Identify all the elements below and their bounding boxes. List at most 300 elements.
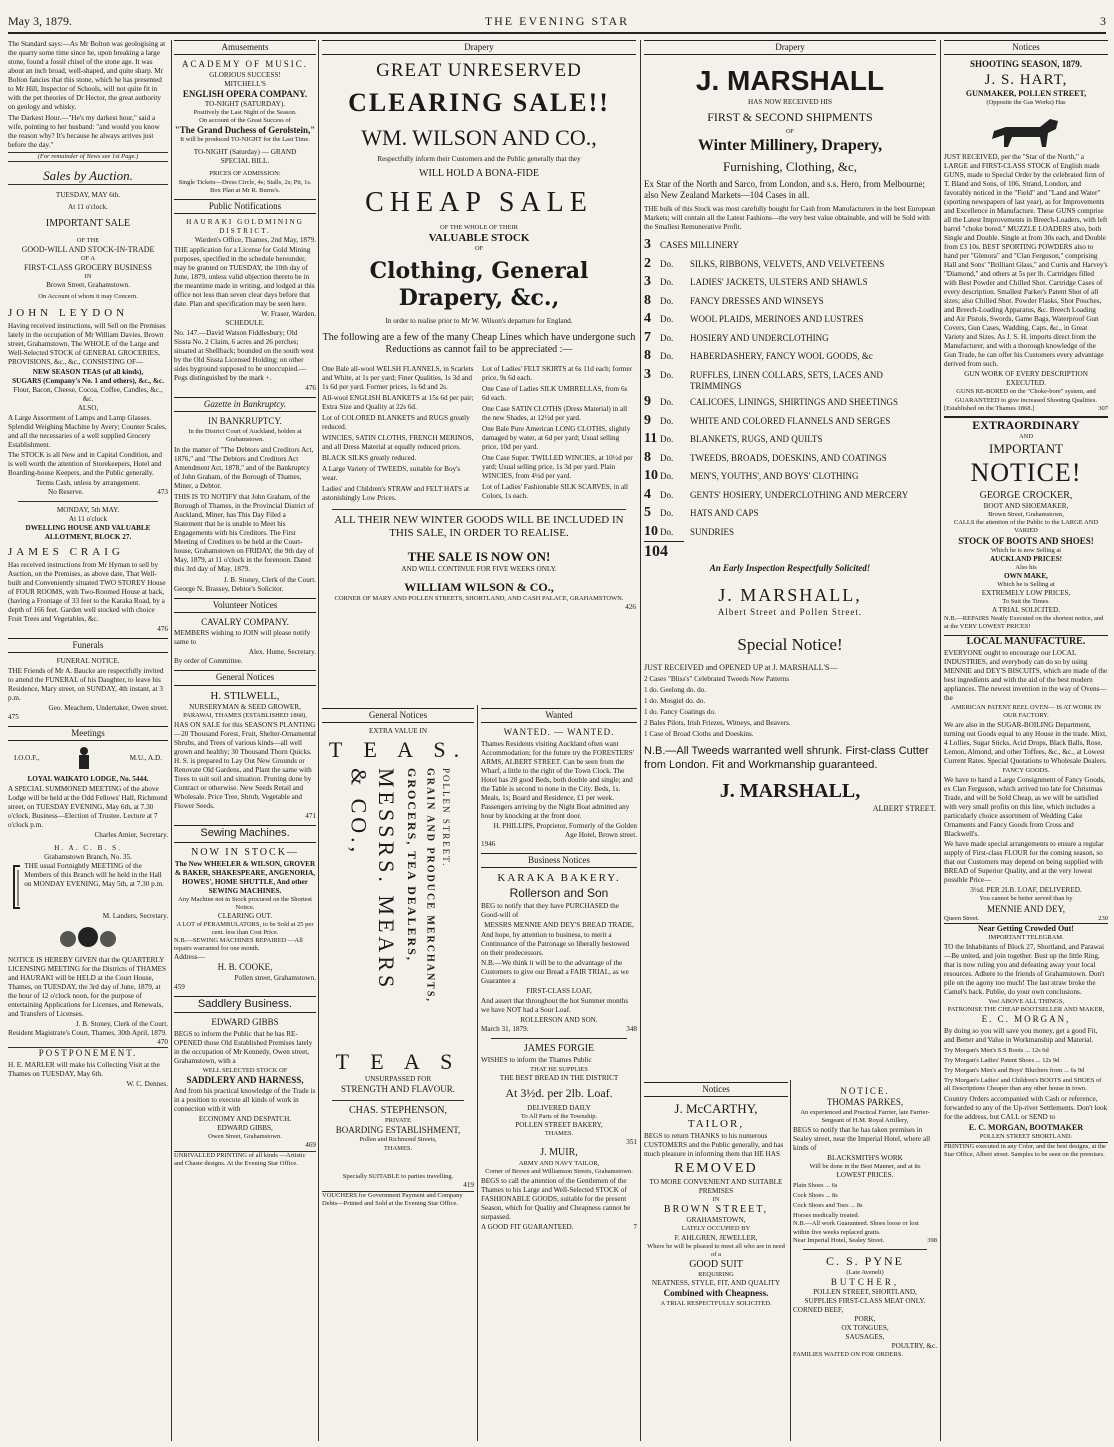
case-unit: Do. [660,314,674,325]
price-list-item: Lot of Ladies' Fashionable SILK SCARVES, in all Colors, 1s each. [482,482,629,500]
text: THAMES. [383,1144,413,1152]
text: REQUIRING [698,1271,734,1279]
text: A Large Assortment of Lamps and Lamp Glasses. Splendid Weighing Machine by Avery; Counter Scales, and all the necessaries of a well supplied Grocery Establishment. [8,414,167,450]
text: STRENGTH AND FLAVOUR. [340,1084,456,1095]
text: At 3½d. per 2lb. Loaf. [505,1086,613,1101]
text: TO-NIGHT (SATURDAY). [204,99,286,108]
headline: THE SALE IS NOW ON! [407,549,551,564]
text: POLLEN STREET BAKERY, [515,1121,603,1130]
headline: Clothing, General Drapery, &c., [369,257,589,311]
text: DELIVERED DAILY [527,1104,591,1113]
ad-number: 351 [626,1138,637,1147]
text: PRIVATE [385,1117,411,1124]
text: BROWN STREET, [663,1203,769,1215]
text: Where he will be pleased to meet all who are in need of a [647,1242,785,1258]
price-list-item: All-wool ENGLISH BLANKETS at 15s 6d per pair; Extra Size and Quality at 22s 6d. [322,393,474,411]
text: UNSURPASSED FOR [364,1075,432,1084]
text: H. STILWELL, [210,689,280,702]
hunting-dog-icon [986,109,1066,151]
case-description: GENTS' HOSIERY, UNDERCLOTHING AND MERCERY [690,489,909,500]
text: UNRIVALLED PRINTING of all kinds —Artistic and Chaste designs. At the Evening Star Office. [174,1151,316,1168]
wilson-drapery-ad [322,40,636,702]
text: BUTCHER, [830,1276,900,1287]
text: THE bulk of this Stock was most carefully bought for Cash from Manufacturers in the best European Markets; will contain all the Latest Fashions—the very best value obtainable, and will be Sold with the Smallest Remunerative Profit. [644,205,936,232]
case-quantity: 4 [644,311,651,327]
ad-number: 426 [625,603,636,612]
page-number: 3 [1100,14,1106,28]
text: FIRST-CLASS GROCERY BUSINESS [24,263,152,273]
text: Pollen street, Grahamstown. [234,973,316,982]
text: Will be done in the Best Manner, and at its [809,1162,921,1170]
text: OF [474,245,484,253]
case-unit: Do. [660,471,674,482]
text: IN BANKRUPTCY. [208,416,282,427]
text: A LOT of PERAMBULATORS, to be Sold at 25 per cent. less than Cost Price. [176,920,314,936]
headline: IMPORTANT [988,440,1063,456]
case-quantity: 7 [644,329,651,345]
text: PRINTING executed in any Color, and the best designs, at the Star Office, Albert street. Samples to be seen on the premises. [944,1142,1108,1159]
arrival-item: 1 do. Geelong do. do. [644,686,707,695]
text: You cannot be better served than by [979,895,1073,903]
morgan-price: Try Morgan's Ladies' Patent Shoes ... 12s 9d [944,1056,1060,1064]
price-list-item: A Large Variety of TWEEDS, suitable for Boy's wear. [322,464,461,482]
case-quantity: 3 [644,237,651,253]
text: In order to realise prior to Mr W. Wilson's departure for England. [385,316,573,325]
text: Respectfully inform their Customers and the Public generally that they [377,155,581,163]
section-header-drapery: Drapery [322,40,636,55]
text: WISHES to inform the Thames Public [481,1056,592,1064]
text: And from his practical knowledge of the Trade is in a position to execute all kinds of work in connection with it with [174,1087,316,1113]
text: Specially SUITABLE to parties travelling. [342,1172,454,1180]
section-header-business: Business Notices [481,853,637,868]
text: On account of the Great Success of [199,116,291,124]
text: No Reserve. [48,488,84,497]
text: CAVALRY COMPANY. [201,617,289,627]
morgan-price: Try Morgan's Men's S.S Boots ... 12s 6d [944,1046,1049,1054]
ad-number: 475 [8,713,19,722]
shoe-prices [793,1182,937,1210]
text: AUCKLAND PRICES! [989,554,1063,563]
text: Which he is Selling at [997,581,1055,588]
remainder-note: (For remainder of News see 1st Page.) [8,152,168,162]
text: VALUABLE STOCK [428,231,530,244]
text: MESSRS MENNIE AND DEY'S BREAD TRADE, [484,920,634,929]
headline: CHEAP SALE [365,186,593,218]
section-header-drapery: Drapery [644,40,936,55]
text: M.U., A.D. [129,753,162,762]
text: OF THE [76,236,100,244]
text: We have to hand a Large Consignment of Fancy Goods, ex Clan Ferguson, which arrived too late for Christmas Trade, and will be Sold Cheap, as we will be satisfied with very small profits on this line, which includes a particularly choice assortment of Wedding Cake Ornaments and Fancy Goods from Cross and Blackwell's. [944,776,1105,839]
text: BOOT AND SHOEMAKER, [983,502,1069,511]
lodge-emblem-icon [73,745,95,771]
text: POLLEN STREET, SHORTLAND, [813,1288,917,1297]
case-description: WHITE AND COLORED FLANNELS AND SERGES [690,415,891,426]
text: Country Orders accompanied with Cash or reference, forwarded to any of the Up-river Settlements. Don't look for the address, but CALL or SEND to [944,1095,1108,1122]
text: SCHEDULE. [225,319,265,327]
case-description: MILLINERY [690,240,739,251]
text: NURSERYMAN & SEED GROWER, [189,703,301,712]
case-row [644,449,936,467]
text: BEGS to notify that he has taken premises in Sealey street, near the Imperial Hotel, where all kinds of [793,1125,931,1152]
text: Also his [1015,563,1037,571]
text: JAMES FORGIE [523,1042,595,1054]
text: EXTRA VALUE IN [368,727,428,736]
price-list-item: Lot of COLORED BLANKETS and RUGS greatly reduced. [322,413,470,431]
text: Brown Street, Grahamstown. [46,281,130,290]
text: GUNS RE-BORED on the "Choke-bore" system, and GUARANTEED to give increased Shooting Qualities. [955,388,1097,404]
text: ALSO, [77,404,99,413]
text: Address— [174,953,205,962]
text: FAMILIES WAITED ON FOR ORDERS. [793,1351,904,1359]
text: ALBERT STREET. [872,803,936,813]
text: Albert Street and Pollen Street. [717,606,863,617]
headline: MESSRS. MEARS & CO., [346,767,400,991]
text: PARAWAI, THAMES (ESTABLISHED 1868), [183,712,307,720]
ad-number: 473 [157,488,168,497]
text: IMPORTANT TELEGRAM. [988,933,1064,941]
section-header-gazette: Gazette in Bankruptcy. [174,397,316,412]
text: GLORIOUS SUCCESS! [209,70,281,79]
text: ACADEMY OF MUSIC. [182,59,308,70]
case-quantity: 8 [644,292,651,308]
harp-icon [8,862,20,912]
text: BOARDING ESTABLISHMENT, [335,1125,461,1136]
case-row [644,486,936,504]
text: BEGS to return THANKS to his numerous CUSTOMERS and the Public generally, and has much pleasure in informing them that HE HAS [644,1132,784,1159]
case-description: WOOL PLAIDS, MERINOES AND LUSTRES [690,314,864,325]
text: No. 147.—David Watson Fiddlesbury; Old Sissta No. 2 Claim, 6 acres and 26 perches; situated at Shellback; bounded on the south west by the Old Sissta Licensed Holding; on other sides byground supposed to be unoccupied.—Pegs distinguished by the mark +. [174,329,314,382]
text: MENNIE AND DEY, [986,903,1066,914]
marshall-drapery-ad [644,40,936,1075]
case-unit: Do. [660,452,674,463]
case-row [644,236,936,254]
text: A TRIAL SOLICITED. [991,606,1061,615]
text: Has received instructions from Mr Hyman to sell by Auction, on the Premises, as above date, That Well-built and Conveniently situated TWO STOREY House of FOUR ROOMS, with Two-Roomed House at back, (having a Frontage of 33 feet to the Karaka Road, by a depth of 166 feet. Garden well stocked with choice Fruit Trees and Vegetables, &c. [8,560,166,623]
case-description: RUFFLES, LINEN COLLARS, SETS, LACES AND TRIMMINGS [689,369,883,391]
headline: LOCAL MANUFACTURE. [944,635,1108,649]
text: And hope, by attention to business, to merit a Continuance of the Patronage so liberally bestowed on their predecessors. [481,930,630,957]
text: TO-NIGHT (Saturday) — GRAND [193,148,297,157]
text: BEGS to call the attention of the Gentlemen of the Thames to his Large and Well-Selected STOCK of FASHIONABLE GOODS, suitable for the present Season, which for Quality and Cheapness cannot be surpassed. [481,1177,631,1222]
case-unit: Do. [660,277,674,288]
text: Resident Magistrate's Court, Thames, 30th April, 1879. [8,1029,167,1038]
auctioneer-name: JOHN LEYDON [8,307,129,320]
shoe-price: Cock Shoes ... 8s [793,1192,838,1199]
case-row [644,504,936,522]
text: FIRST & SECOND SHIPMENTS [707,110,873,125]
case-description: MEN'S, YOUTHS', AND BOYS' CLOTHING [690,471,859,482]
text: GROCERS, TEA DEALERS, [405,767,420,962]
text: GEORGE CROCKER, [979,489,1073,501]
text: ROLLERSON AND SON. [520,1015,598,1024]
text: THAT HE SUPPLIES [530,1066,588,1073]
price-list-item: One Case of Ladies SILK UMBRELLAS, from 6s 6d each. [482,384,628,402]
section-header-notices: Notices [644,1082,788,1097]
ad-number: 7 [633,1223,637,1232]
text: CORNER OF MARY AND POLLEN STREETS, SHORTLAND, AND CASH PALACE, GRAHAMSTOWN. [334,595,624,603]
text: W. Fraser, Warden. [261,310,316,318]
text: Yes! ABOVE ALL THINGS, [988,998,1064,1005]
text: GUN WORK OF EVERY DESCRIPTION EXECUTED. [964,370,1088,388]
column-5b-right [793,1082,937,1441]
text: BLACKSMITH'S WORK [827,1153,903,1162]
text: H. PHILLIPS, Proprietor, Formerly of the Golden Age Hotel, Brown street. [493,821,637,839]
text: Rollerson and Son [509,885,609,900]
text: CHAS. STEPHENSON, [348,1104,448,1116]
case-quantity: 4 [644,486,651,502]
text: REMOVED [674,1161,758,1177]
case-description: LADIES' JACKETS, ULSTERS AND SHAWLS [690,277,868,288]
royal-arms-icon [53,925,123,949]
case-quantity: 11 [644,431,658,447]
text: BEGS to inform the Public that he has RE-OPENED those Old Established Premises lately in the occupation of Mr Kennedy, Owen street, Grahamstown, with a [174,1029,313,1065]
case-quantity: 3 [644,366,651,382]
ad-number: 230 [1098,914,1108,922]
price-list [322,363,636,505]
price-list-item: One Case Super. TWILLED WINCIES, at 10½d per yard; Usual selling price, 1s 3d per yard. Plain WINCIES, from 4½d per yard. [482,453,633,480]
text: WILLIAM WILSON & CO., [404,580,554,595]
sale-time: At 11 o'clock [68,515,108,524]
sale-title: IMPORTANT SALE [45,218,131,230]
text: LATELY OCCUPIED BY [681,1225,751,1233]
price-list-item: One Bale all-wool WELSH FLANNELS, in Scarlets and White, at 1s per yard; Finer Qualities, 1s 3d and 1s 6d per yard. Former prices, 1s 6d and 2s. [322,364,474,391]
price-list-left [322,363,476,505]
text: An experienced and Practical Farrier, late Farrier-Sergeant of H.M. Royal Artillery, [800,1108,930,1124]
text: JUST RECEIVED and OPENED UP at J. MARSHALL'S— [644,663,838,673]
text: BEG to notify that they have PURCHASED the Good-will of [481,901,619,919]
headline: CLEARING SALE!! [348,88,610,117]
section-header-meetings: Meetings [8,726,168,741]
case-quantity: 9 [644,394,651,410]
text: OX TONGUES, [841,1324,889,1333]
morgan-price: Try Morgan's Ladies' and Children's BOOTS and SHOES of all Descriptions Cheaper than any other house in town. [944,1076,1102,1092]
text: Terms Cash, unless by arrangement. [35,479,141,488]
column-3b [322,708,474,1441]
morgan-prices [944,1047,1108,1094]
case-quantity: 3 [644,274,651,290]
text: CORNED BEEF, [793,1306,844,1315]
sale-title: DWELLING HOUSE AND VALUABLE ALLOTMENT, BLOCK 27. [25,524,151,542]
headline: GREAT UNRESERVED [376,60,582,82]
text: GOOD SUIT [689,1258,743,1270]
case-row [644,412,936,430]
text: Combined with Cheapness. [663,1288,769,1299]
text: (Late Aveneli) [846,1268,884,1276]
text: Which he is now Selling at [990,546,1062,554]
text: NOTICE. [840,1086,890,1096]
price-list-item: Ladies' and Children's STRAW and FELT HATS at astonishingly Low Prices. [322,484,470,502]
text: OF [785,128,795,136]
text: JUST RECEIVED, per the "Star of the North," a LARGE and FIRST-CLASS STOCK of English made GUNS, made to Special Order by the celebrated firm of T. Bland and Sons, of 106, Strand, London, and favorably noticed in the "Field" and "Land and Water" (sporting newspapers of last year), as for Improvements and Excellence in Manufacture. These GUNS comprise all the Latest Improvements in Breech-Loaders, with left barrel "choke bored." MUZZLE LOADERS also, both Single and Double. Single at from 30s each, and Double from £3 10s. BEST SPORTING POWDERS also to hand per "Glenora" and "Clan Ferguson," comprising Hall and Sons' "Brilliant Glass," and Curtis and Harvey's "Diamond," and others at 5s per lb. Cartridges filled with Best Powder and Chilled Shot. Cartridge Cases of every description. Smallest Parker's Patent Shot of all sizes; also Chilled Shot. Powder Flasks, Shot Pouches, and Breech-Loading Apparatus, &c. Breech Loading and Air Pistols, Swords, Game Bags, Waterproof Gun Covers, Gun Cases, Wadding, Caps, &c., in Great Variety and Sizes. As J. S. H. imports direct from the Manufacturer, and with a thorough knowledge of the Gun Trade, he can offer his Customers every advantage derived from such. [944,153,1108,369]
text: NEATNESS, STYLE, FIT, AND QUALITY [651,1279,781,1288]
text: Alex. Hume, Secretary. [248,648,316,657]
text: J. MARSHALL, [718,585,862,606]
column-1 [8,40,168,1441]
price-list-right [482,363,636,505]
text: THOMAS PARKES, [826,1097,904,1108]
text: GUNMAKER, POLLEN STREET, [965,89,1087,99]
case-unit: Do. [660,489,674,500]
text: THE usual Fortnightly MEETING of the Members of this Branch will be held in the Hall on MONDAY EVENING, May 5th, at 7.30 p.m. [24,862,164,889]
shoe-price: Plain Shoes ... 6s [793,1181,838,1189]
case-row [644,347,936,365]
morgan-price: Try Morgan's Men's and Boys' Bluchers from ... 6s 9d [944,1066,1085,1074]
text: Charles Amier, Secretary. [94,831,168,840]
text: A TRIAL RESPECTFULLY SOLICITED. [660,1299,772,1307]
text: SPECIAL BILL. [220,157,270,166]
case-list [644,236,936,540]
ad-number: 469 [305,1141,316,1150]
text: Positively the Last Night of the Season. [193,108,297,116]
ad-number: 476 [305,384,316,392]
geology-news: The Standard says:—As Mr Bolton was geologising at the quarry some time since he, upon breaking a large stone, found a fossil chisel of the stone age. It was about an inch broad, well-shaped, and quite sharp. Mr Bolton fancies that this stone, which he has presented to Mr Hill, Inspector of Schools, will not quite fit in with the pet theories of Dr Hector, the great authority on geology and whisky. [8,40,166,111]
text: GRAHAMSTOWN, [686,1216,746,1225]
text: LOWEST PRICES. [836,1170,894,1179]
text: FIRST-CLASS LOAF, [526,986,592,995]
case-quantity: 9 [644,412,651,428]
section-header-general: General Notices [174,670,316,685]
text: W. C. Dennes. [126,1079,168,1088]
text: N.B.—We think it will be to the advantage of the Customers to give our Bread a FAIR TRIAL, as we Guarantee a [481,958,629,985]
text: SUGARS (Company's No. 1 and others), &c., &c. [12,377,164,386]
text: Thames Residents visiting Auckland often want Accommodation; for the future try the FORESTERS' ARMS, ALBERT STREET. Can be seen from the Wharf, a little to the right of the Town Clock. The Hotel has 28 good Beds, both double and single; and the Table is second to none in the City. Beds, 1s. Meals, 1s; Board and Residence, £1 per week. Passengers arriving by the Night Boat admitted any hour by knocking at the front door. [481,739,635,820]
text: HAS NOW RECEIVED HIS [748,98,832,107]
ad-number: 398 [927,1236,937,1244]
case-quantity: 10 [644,523,658,539]
case-unit: Do. [660,526,674,537]
text: 3½d. PER 2LB. LOAF, DELIVERED. [970,886,1082,895]
case-unit: Do. [660,415,674,426]
text: N.B.—All work Guaranteed. Shoes loose or lost within five weeks replaced gratis. [793,1220,919,1236]
text: THE BEST BREAD IN THE DISTRICT [499,1074,619,1083]
text: NOW IN STOCK— [191,847,299,859]
sales-heading: Sales by Auction. [8,168,168,185]
text: AND [1018,432,1034,440]
price-list-item: BLACK SILKS greatly reduced. [322,453,417,462]
headline: J. MARSHALL [695,65,885,97]
text: Warden's Office, Thames, 2nd May, 1879. [194,236,316,244]
price-list-item: One Bale Pure American LONG CLOTHS, slightly damaged by water, at 6d per yard; Usual selling price, 10d per yard. [482,424,631,451]
arrival-item: 1 do. Fancy Coatings do. [644,708,716,717]
text: GOOD-WILL AND STOCK-IN-TRADE [21,245,155,254]
text: J. B. Stoney, Clerk of the Court. [75,1020,168,1029]
text: AND WILL CONTINUE FOR FIVE WEEKS ONLY. [401,565,557,574]
text: By doing so you will save you money, get a good Fit, and Better and Value in Workmanship and Material. [944,1026,1098,1044]
case-description: SUNDRIES [690,526,735,537]
text: Corner of Brown and Williamson Streets, Grahamstown. [485,1168,633,1175]
text: EDWARD GIBBS, [217,1124,273,1132]
text: I.O.O.F., [14,753,40,762]
case-description: HABERDASHERY, FANCY WOOL GOODS, &c [690,351,873,362]
text: MITCHELL'S [224,79,266,88]
issue-date: May 3, 1879. [8,14,72,28]
column-4 [481,708,637,1441]
case-row [644,255,936,273]
text: In the District Court of Auckland, holden at Grahamstown. [188,427,302,443]
case-unit: Do. [660,351,674,362]
section-header-public-notifications: Public Notifications [174,199,316,214]
case-row [644,430,936,448]
case-row [644,366,936,393]
price-list-item: One Case SATIN CLOTHS (Dress Material) in all the new Shades, at 12½d per yard. [482,404,628,422]
case-description: SILKS, RIBBONS, VELVETS, AND VELVETEENS [690,258,885,269]
text: AMERICAN PATENT REEL OVEN— IS AT WORK IN OUR FACTORY. [951,704,1101,720]
text: J. MUIR, [540,1147,578,1159]
case-unit: Do. [659,369,674,380]
case-unit: Do. [660,434,674,445]
case-description: TWEEDS, BROADS, DOESKINS, AND COATINGS [690,452,887,463]
text: TAILOR, [687,1117,745,1130]
section-header-volunteer: Volunteer Notices [174,598,316,613]
text: To Suit the Times. [1002,598,1050,606]
text: KARAKA BAKERY. [497,871,621,884]
case-row [644,523,936,541]
text: WANTED. — WANTED. [503,727,615,738]
case-quantity: 2 [644,255,651,271]
text: Grahamstown Branch, No. 35. [44,853,132,862]
text: IN [712,1195,720,1203]
text: HAS ON SALE for this SEASON'S PLANTING—20 Thousand Forest, Fruit, Shelter-Ornamental Shrubs, and Trees of various kinds—all well grown and healthy; 30 Thousand Thorn Quicks. H. S. is prepared to Lay Out New Grounds or Renovate Old Gardens, and Plant the same with Trees to suit soil and situation. Pruning done by Contract or otherwise. New Seeds Retail and Wholesale. Price Tree, Shrub, Vegetable and Flower Seeds. [174,721,316,811]
text: Geo. Meachem, Undertaker, Owen street. [48,704,168,713]
ad-number: 307 [1098,404,1108,412]
section-header-saddlery: Saddlery Business. [174,996,316,1014]
text: ARMY AND NAVY TAILOR, [518,1159,600,1167]
case-unit: Do. [660,295,674,306]
text: A GOOD FIT GUARANTEED. [481,1223,574,1232]
text: We are also in the SUGAR-BOILING Department, turning out Goods equal to any House in the trade. Mixt, 4 Lollies, Sugar Sticks, Acid Drops, Black Balls, Rose, Lemon, Almond, and other Toffees, &c., &c., at Lowest Current Rates. Special Quotations to Wholesale Dealers. [944,721,1107,766]
text: On Account of whom it may Concern. [38,293,138,301]
text: George N. Brassey, Debtor's Solicitor. [174,584,284,593]
text: Flour, Bacon, Cheese, Cocoa, Coffee, Candles, &c., &c. [13,386,163,404]
sale-date: MONDAY, 5th MAY. [56,506,120,515]
text: PORK, [854,1315,876,1324]
price-list-item: WINCIES, SATIN CLOTHS, FRENCH MERINOS, and all Dress Material at equally reduced prices. [322,433,474,451]
text: POLLEN STREET SHORTLAND. [979,1133,1073,1141]
text: FANCY GOODS. [1002,767,1050,775]
text: OF A [80,255,96,262]
ad-number: 419 [463,1180,474,1189]
section-header-sewing: Sewing Machines. [174,825,316,843]
text: NOTICE IS HEREBY GIVEN that the QUARTERLY LICENSING MEETING for the Districts of THAMES and HAURAKI will be HELD at the Court House, Thames, on TUESDAY, the 3rd day of June, 1879, at the hour of 12 o'clock noon, for the purpose of entertaining Applications for Licenses, and Renewals, and Transfers of Licenses. [8,956,166,1019]
text: The STOCK is all New and in Capital Condition, and is well worth the attention of Storekeepers, Hotel and Boarding-house Keepers, and the Public generally. [8,451,162,478]
darkest-hour-news: The Darkest Hour.—"He's my darkest hour," said a wife, pointing to her husband: "and would you know the reason why? It's because he always arrives just before the day." [8,114,160,149]
case-unit: CASES [660,240,689,251]
text: N.B.—SEWING MACHINES REPAIRED —All repairs warranted for one month. [174,937,303,953]
section-header-funerals: Funerals [8,638,168,653]
text: NEW SEASON TEAS (of all kinds), [32,368,144,377]
ad-number: 476 [157,624,168,633]
column-5b-left [644,1082,788,1441]
ad-number: 459 [174,982,185,991]
case-row [644,393,936,411]
ad-number: 1946 [481,839,496,848]
headline: NOTICE! [970,458,1082,488]
text: Furnishing, Clothing, &c, [723,159,857,175]
text: THE Friends of Mr A. Baucke are respectfully invited to attend the FUNERAL of his Daughter, to leave his Residence, Mary street, on SUNDAY, 4th instant, at 3 p.m. [8,667,164,703]
arrival-item: 1 Case of Broad Cloths and Doeskins. [644,730,754,739]
case-quantity: 5 [644,505,651,521]
text: THAMES. [544,1130,574,1138]
case-unit: Do. [660,508,674,519]
headline: T E A S. [328,737,468,763]
case-description: BLANKETS, RUGS, AND QUILTS [690,434,823,445]
text: FUNERAL NOTICE. [56,657,120,666]
text: VOUCHERS for Government Payment and Company Debts—Printed and Sold at the Evening Star Office. [322,1191,474,1208]
text: "The Grand Duchess of Gerolstein," [174,125,316,135]
text: ALL THEIR NEW WINTER GOODS WILL BE INCLUDED IN THIS SALE, IN ORDER TO REALISE. [334,513,624,540]
section-header-notices: Notices [944,40,1108,55]
text: TO MORE CONVENIENT AND SUITABLE PREMISES [649,1177,783,1195]
